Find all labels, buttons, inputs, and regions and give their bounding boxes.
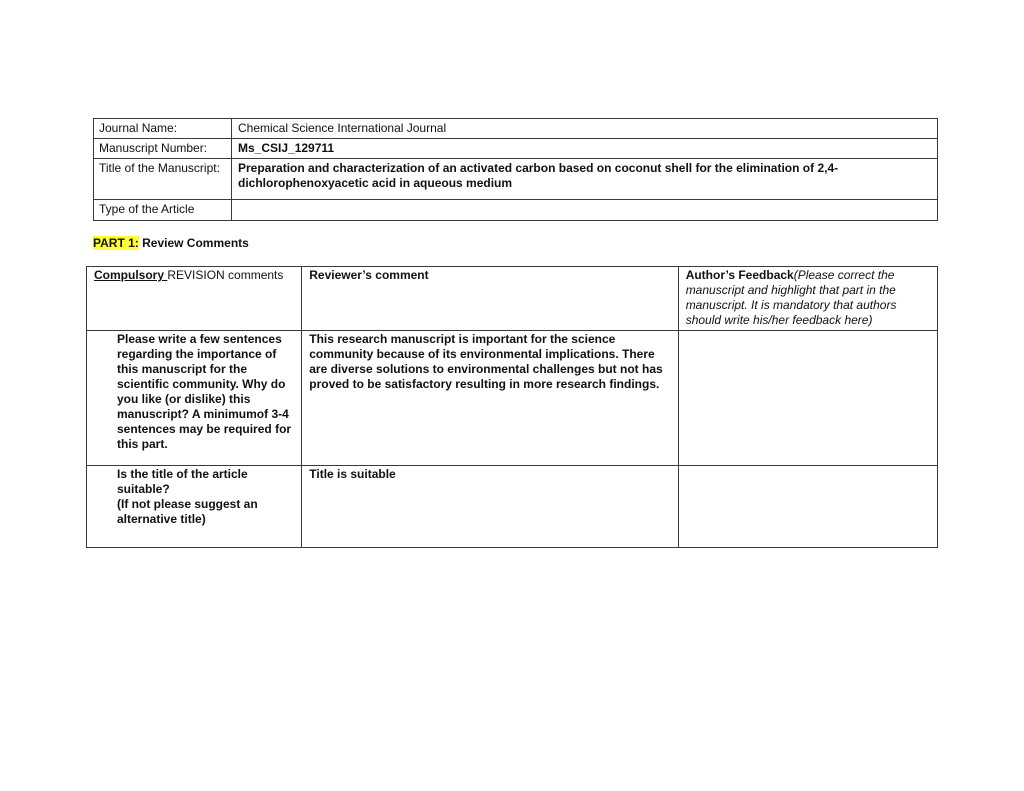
article-type-label: Type of the Article: [94, 200, 232, 221]
header-compulsory-label: Compulsory: [94, 268, 168, 282]
header-author-feedback-instructions: (Please correct the manuscript and highlight that part in the manuscript. It is mandatory that authors should write his/her feedback here): [685, 268, 897, 327]
manuscript-number-label: Manuscript Number:: [94, 139, 232, 159]
header-author-feedback-label: Author’s Feedback: [685, 268, 794, 282]
author-feedback-importance[interactable]: [678, 331, 937, 466]
header-compulsory-revision: [87, 267, 302, 331]
reviewer-comment-title[interactable]: Title is suitable: [302, 466, 678, 548]
manuscript-title-value: Preparation and characterization of an activated carbon based on coconut shell for the elimination of 2,4-dichlorophenoxyacetic acid in aqueous medium: [232, 159, 938, 200]
question-importance-cell: [87, 331, 302, 466]
part1-heading: [93, 236, 249, 251]
review-row-importance: [87, 331, 938, 466]
journal-name-label: Journal Name:: [94, 119, 232, 139]
manuscript-number-row: [94, 139, 938, 159]
header-reviewer-comment: Reviewer’s comment: [302, 267, 678, 331]
header-revision-comments-label: REVISION comments: [167, 268, 284, 282]
journal-name-row: [94, 119, 938, 139]
review-comments-table: [86, 266, 938, 548]
manuscript-info-table: [93, 118, 938, 221]
reviewer-comment-importance[interactable]: This research manuscript is important for the science community because of its environmental implications. There are diverse solutions to environmental challenges but not has proved to be satisfactory resulting in more research findings.: [302, 331, 678, 466]
question-importance: Please write a few sentences regarding the importance of this manuscript for the scientific community. Why do you like (or dislike) this manuscript? A minimumof 3-4 sentences may be required for this part.: [117, 332, 292, 451]
review-header-row: [87, 267, 938, 331]
manuscript-number-value: Ms_CSIJ_129711: [232, 139, 938, 159]
question-title-line2: (If not please suggest an alternative title): [117, 497, 258, 526]
question-title: [94, 467, 294, 527]
header-author-feedback: [678, 267, 937, 331]
question-title-line1: Is the title of the article suitable?: [117, 467, 248, 496]
manuscript-title-label: Title of the Manuscript:: [94, 159, 232, 200]
article-type-row: [94, 200, 938, 221]
question-title-cell: [87, 466, 302, 548]
journal-name-value: Chemical Science International Journal: [232, 119, 938, 139]
review-row-title: [87, 466, 938, 548]
article-type-value: [232, 200, 938, 221]
part1-label: PART 1:: [93, 236, 139, 250]
manuscript-title-row: [94, 159, 938, 200]
author-feedback-title[interactable]: [678, 466, 937, 548]
part1-title: Review Comments: [138, 236, 249, 250]
